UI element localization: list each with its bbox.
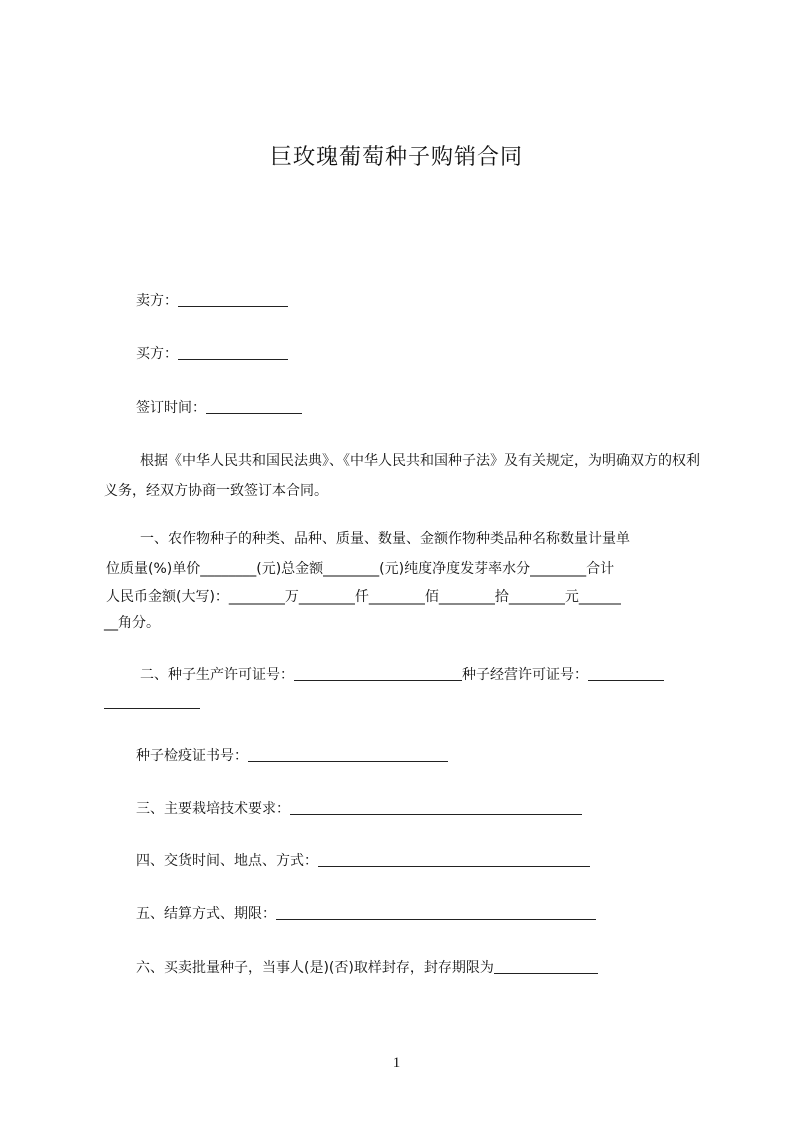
clause3-blank[interactable] bbox=[290, 800, 582, 815]
clause2-mid-label: 种子经营许可证号： bbox=[462, 667, 588, 683]
contract-title: 巨玫瑰葡萄种子购销合同 bbox=[269, 145, 523, 170]
sign-time-label: 签订时间： bbox=[136, 400, 206, 416]
seller-line bbox=[136, 286, 288, 316]
clause5-label: 五、结算方式、期限： bbox=[136, 906, 276, 922]
clause3-line bbox=[136, 794, 582, 824]
business-license-blank-continued[interactable] bbox=[104, 694, 200, 709]
clause4-line bbox=[136, 846, 590, 876]
buyer-blank[interactable] bbox=[178, 345, 288, 360]
clause5-line bbox=[136, 899, 596, 929]
clause1-line1: 一、农作物种子的种类、品种、质量、数量、金额作物种类品种名称数量计量单 bbox=[140, 531, 630, 547]
clause1-line4: __角分。 bbox=[104, 615, 160, 631]
quarantine-line bbox=[136, 741, 448, 771]
clause5-blank[interactable] bbox=[276, 905, 596, 920]
clause1-line2: 位质量(%)单价________(元)总金额________(元)纯度净度发芽率水分________合计 bbox=[106, 561, 615, 577]
clause6-label: 六、买卖批量种子，当事人(是)(否)取样封存，封存期限为 bbox=[136, 960, 494, 976]
clause2-label: 二、种子生产许可证号： bbox=[140, 667, 294, 683]
preamble-paragraph: 根据《中华人民共和国民法典》、《中华人民共和国种子法》及有关规定，为明确双方的权利义务，经双方协商一致签订本合同。 bbox=[104, 453, 700, 499]
quarantine-blank[interactable] bbox=[248, 747, 448, 762]
clause6-line bbox=[136, 953, 598, 983]
seller-blank[interactable] bbox=[178, 292, 288, 307]
clause2-continuation bbox=[104, 688, 200, 718]
sign-time-blank[interactable] bbox=[206, 399, 302, 414]
production-license-blank[interactable] bbox=[294, 666, 462, 681]
quarantine-label: 种子检疫证书号： bbox=[136, 748, 248, 764]
sign-time-line bbox=[136, 393, 302, 423]
business-license-blank[interactable] bbox=[588, 666, 664, 681]
buyer-label: 买方： bbox=[136, 346, 178, 362]
clause6-blank[interactable] bbox=[494, 959, 598, 974]
page-number: 1 bbox=[392, 1055, 401, 1071]
buyer-line bbox=[136, 339, 288, 369]
clause1-line3: 人民币金额(大写)：________万________仟________佰________拾________元______ bbox=[106, 589, 621, 605]
clause4-label: 四、交货时间、地点、方式： bbox=[136, 853, 318, 869]
clause4-blank[interactable] bbox=[318, 852, 590, 867]
clause2-line bbox=[140, 660, 664, 690]
seller-label: 卖方： bbox=[136, 293, 178, 309]
clause3-label: 三、主要栽培技术要求： bbox=[136, 801, 290, 817]
